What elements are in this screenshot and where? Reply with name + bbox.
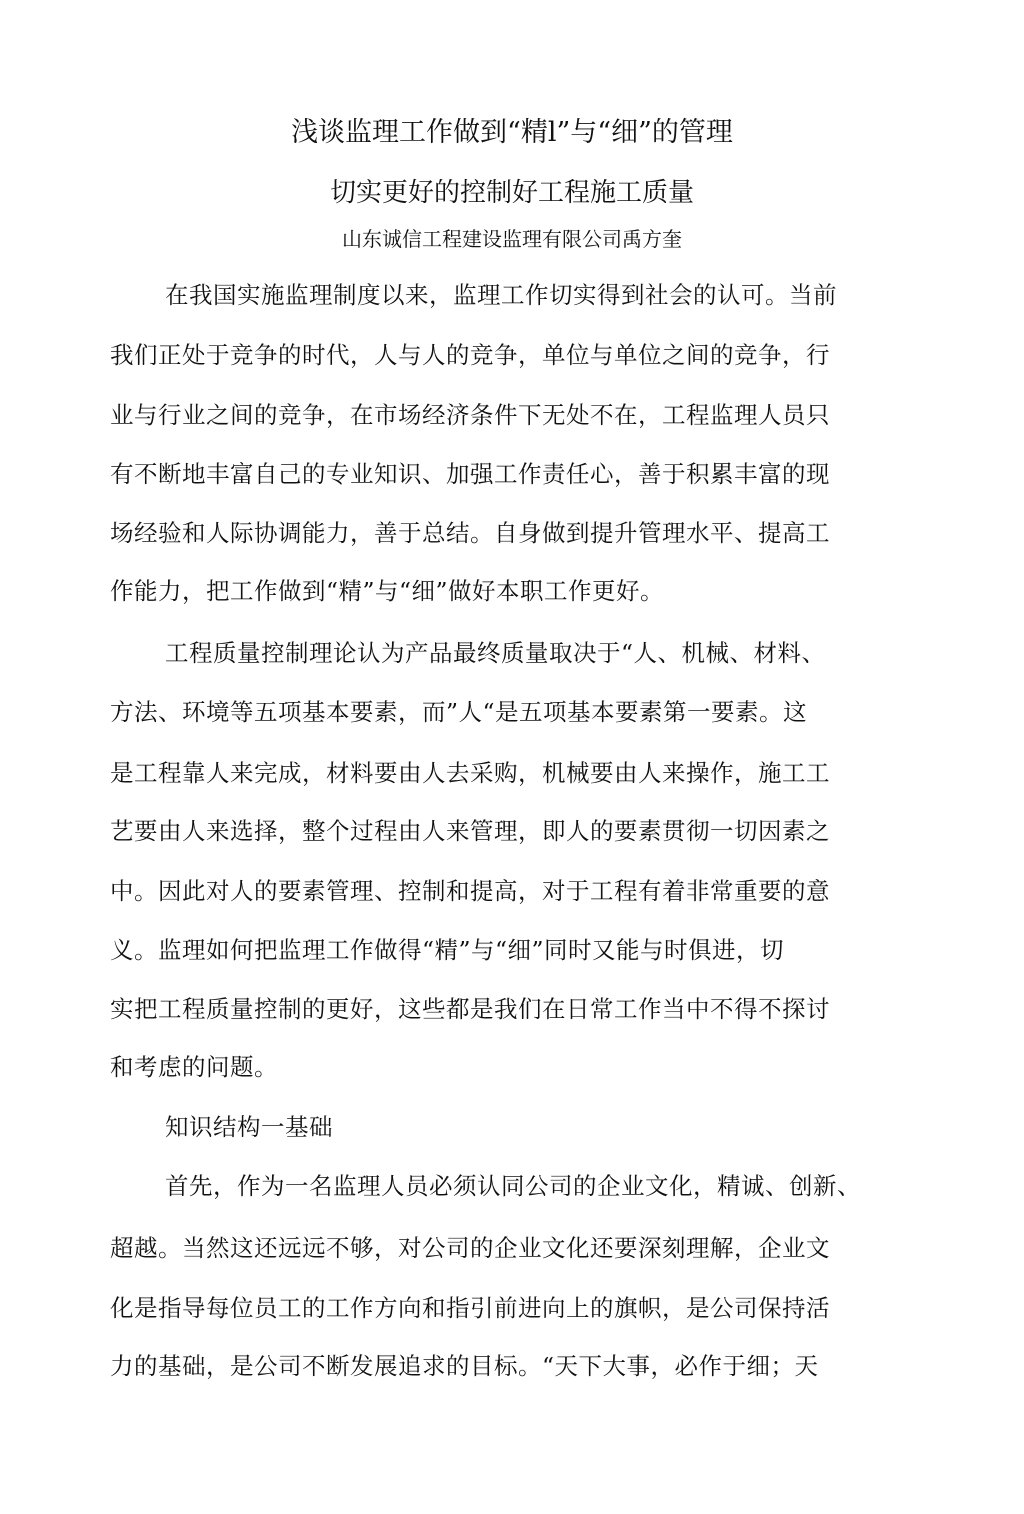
paragraph-line: 有不断地丰富自己的专业知识、加强工作责任心，善于积累丰富的现 bbox=[110, 460, 830, 488]
document-title: 浅谈监理工作做到“精l”与“细”的管理 bbox=[291, 117, 733, 148]
paragraph-line: 实把工程质量控制的更好，这些都是我们在日常工作当中不得不探讨 bbox=[110, 995, 830, 1023]
document-subtitle: 切实更好的控制好工程施工质量 bbox=[329, 178, 694, 208]
paragraph-line: 和考虑的问题。 bbox=[110, 1053, 278, 1081]
paragraph-line: 首先，作为一名监理人员必须认同公司的企业文化，精诚、创新、 bbox=[165, 1172, 861, 1200]
paragraph-line: 力的基础，是公司不断发展追求的目标。“天下大事，必作于细；天 bbox=[110, 1352, 819, 1380]
paragraph-line: 是工程靠人来完成，材料要由人去采购，机械要由人来操作，施工工 bbox=[110, 759, 830, 787]
paragraph-line: 艺要由人来选择，整个过程由人来管理，即人的要素贯彻一切因素之 bbox=[110, 817, 830, 845]
paragraph-line: 工程质量控制理论认为产品最终质量取决于“人、机械、材料、 bbox=[165, 639, 826, 667]
paragraph-line: 中。因此对人的要素管理、控制和提高，对于工程有着非常重要的意 bbox=[110, 877, 830, 905]
section-heading: 知识结构一基础 bbox=[165, 1113, 333, 1141]
paragraph-line: 业与行业之间的竞争，在市场经济条件下无处不在，工程监理人员只 bbox=[110, 401, 830, 429]
document-author: 山东诚信工程建设监理有限公司禹方奎 bbox=[342, 227, 682, 251]
paragraph-line: 方法、环境等五项基本要素，而”人“是五项基本要素第一要素。这 bbox=[110, 698, 808, 726]
paragraph-line: 我们正处于竞争的时代，人与人的竞争，单位与单位之间的竞争，行 bbox=[110, 341, 830, 369]
paragraph-line: 超越。当然这还远远不够，对公司的企业文化还要深刻理解，企业文 bbox=[110, 1234, 830, 1262]
paragraph-line: 在我国实施监理制度以来，监理工作切实得到社会的认可。当前 bbox=[165, 281, 837, 309]
paragraph-line: 作能力，把工作做到“精”与“细”做好本职工作更好。 bbox=[110, 577, 665, 605]
paragraph-line: 场经验和人际协调能力，善于总结。自身做到提升管理水平、提高工 bbox=[110, 519, 830, 547]
paragraph-line: 化是指导每位员工的工作方向和指引前进向上的旗帜，是公司保持活 bbox=[110, 1294, 830, 1322]
paragraph-line: 义。监理如何把监理工作做得“精”与“细”同时又能与时俱进，切 bbox=[110, 936, 785, 964]
